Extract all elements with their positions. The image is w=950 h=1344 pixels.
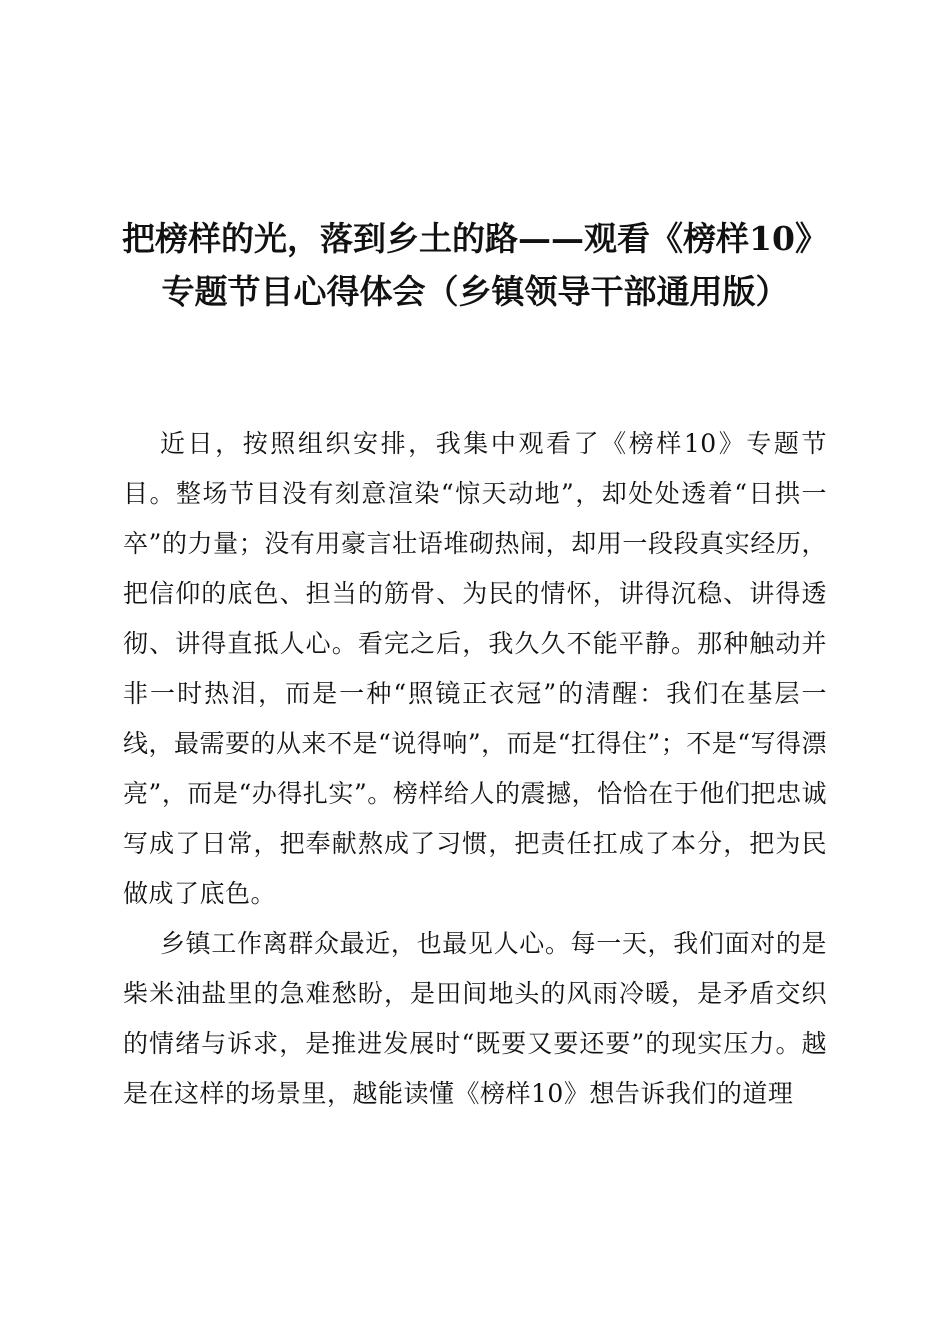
- paragraph: 乡镇工作离群众最近，也最见人心。每一天，我们面对的是柴米油盐里的急难愁盼，是田间地头的风雨冷暖，是矛盾交织的情绪与诉求，是推进发展时“既要又要还要”的现实压力。越是在这样的场景里，越能读懂《榜样10》想告诉我们的道理: [123, 929, 827, 1108]
- document-body: [123, 419, 827, 1119]
- paragraph: 近日，按照组织安排，我集中观看了《榜样10》专题节目。整场节目没有刻意渲染“惊天动地”，却处处透着“日拱一卒”的力量；没有用豪言壮语堆砌热闹，却用一段段真实经历，把信仰的底色、担当的筋骨、为民的情怀，讲得沉稳、讲得透彻、讲得直抵人心。看完之后，我久久不能平静。那种触动并非一时热泪，而是一种“照镜正衣冠”的清醒：我们在基层一线，最需要的从来不是“说得响”，而是“扛得住”；不是“写得漂亮”，而是“办得扎实”。榜样给人的震撼，恰恰在于他们把忠诚写成了日常，把奉献熬成了习惯，把责任扛成了本分，把为民做成了底色。: [123, 429, 827, 908]
- document-title: 把榜样的光，落到乡土的路——观看《榜样10》专题节目心得体会（乡镇领导干部通用版）: [122, 219, 828, 311]
